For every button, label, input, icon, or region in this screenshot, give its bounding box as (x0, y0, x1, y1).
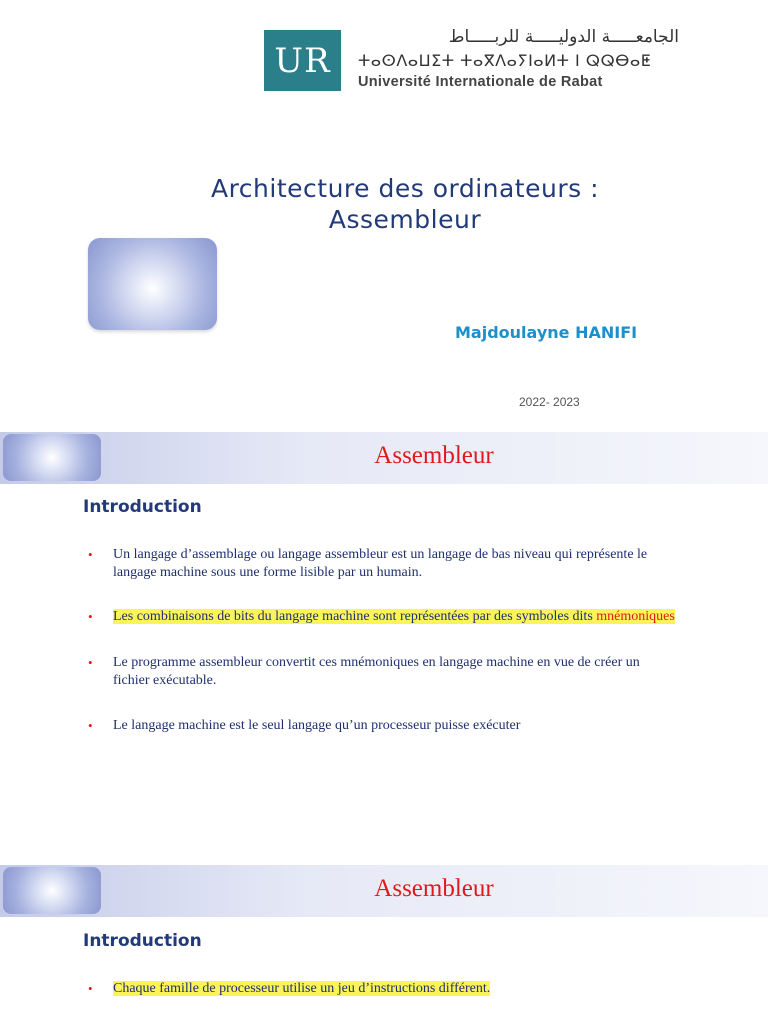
content-slide-2 (0, 865, 768, 1024)
bullet-item (88, 654, 678, 690)
bullet-red-term: mnémoniques (596, 609, 675, 624)
content-slide-1 (0, 432, 768, 842)
bullet-item (88, 980, 678, 998)
title-line-2: Assembleur (328, 205, 482, 234)
author-name: Majdoulayne HANIFI (455, 323, 638, 342)
bullet-icon: • (88, 655, 93, 670)
bullet-text: Le langage machine est le seul langage qu’un processeur puisse exécuter (113, 718, 521, 733)
bullet-icon: • (88, 718, 93, 733)
title-slide (0, 0, 768, 425)
university-logo (264, 30, 341, 91)
bullet-list (88, 546, 678, 735)
bullet-item (88, 546, 678, 582)
bullet-text: Le programme assembleur convertit ces mnémoniques en langage machine en vue de créer un fichier exécutable. (113, 655, 640, 688)
bullet-icon: • (88, 547, 93, 562)
bullet-text: Les combinaisons de bits du langage machine sont représentées par des symboles dits (113, 609, 593, 624)
section-title: Introduction (83, 931, 202, 951)
slide-header-title: Assembleur (374, 442, 494, 469)
section-title: Introduction (83, 497, 202, 517)
presentation-title (150, 173, 660, 235)
bullet-icon: • (88, 981, 93, 996)
logo-tifinagh-text: ⵜⴰⵙⴷⴰⵡⵉⵜ ⵜⴰⴳⴷⴰⵢⵏⴰⵍⵜ ⵏ ⵕⵕⴱⴰⵟ (358, 51, 652, 70)
bullet-highlighted-text: Chaque famille de processeur utilise un jeu d’instructions différent. (113, 981, 491, 996)
academic-year: 2022- 2023 (519, 395, 580, 409)
bullet-list (88, 980, 678, 998)
logo-arabic-text: الجامعـــــة الدوليـــــة للربـــــاط (448, 27, 679, 47)
title-line-1: Architecture des ordinateurs : (210, 174, 600, 203)
bullet-item (88, 608, 678, 626)
logo-text: UR (274, 40, 331, 81)
decorative-bubble (88, 238, 217, 330)
bullet-text: Un langage d’assemblage ou langage assembleur est un langage de bas niveau qui représente le langage machine sous une forme lisible par un humain. (113, 547, 648, 580)
logo-university-name: Université Internationale de Rabat (358, 74, 603, 90)
slide-header-title: Assembleur (374, 875, 494, 902)
bullet-highlighted-text (113, 609, 675, 624)
bullet-item (88, 717, 678, 735)
bullet-icon: • (88, 609, 93, 624)
